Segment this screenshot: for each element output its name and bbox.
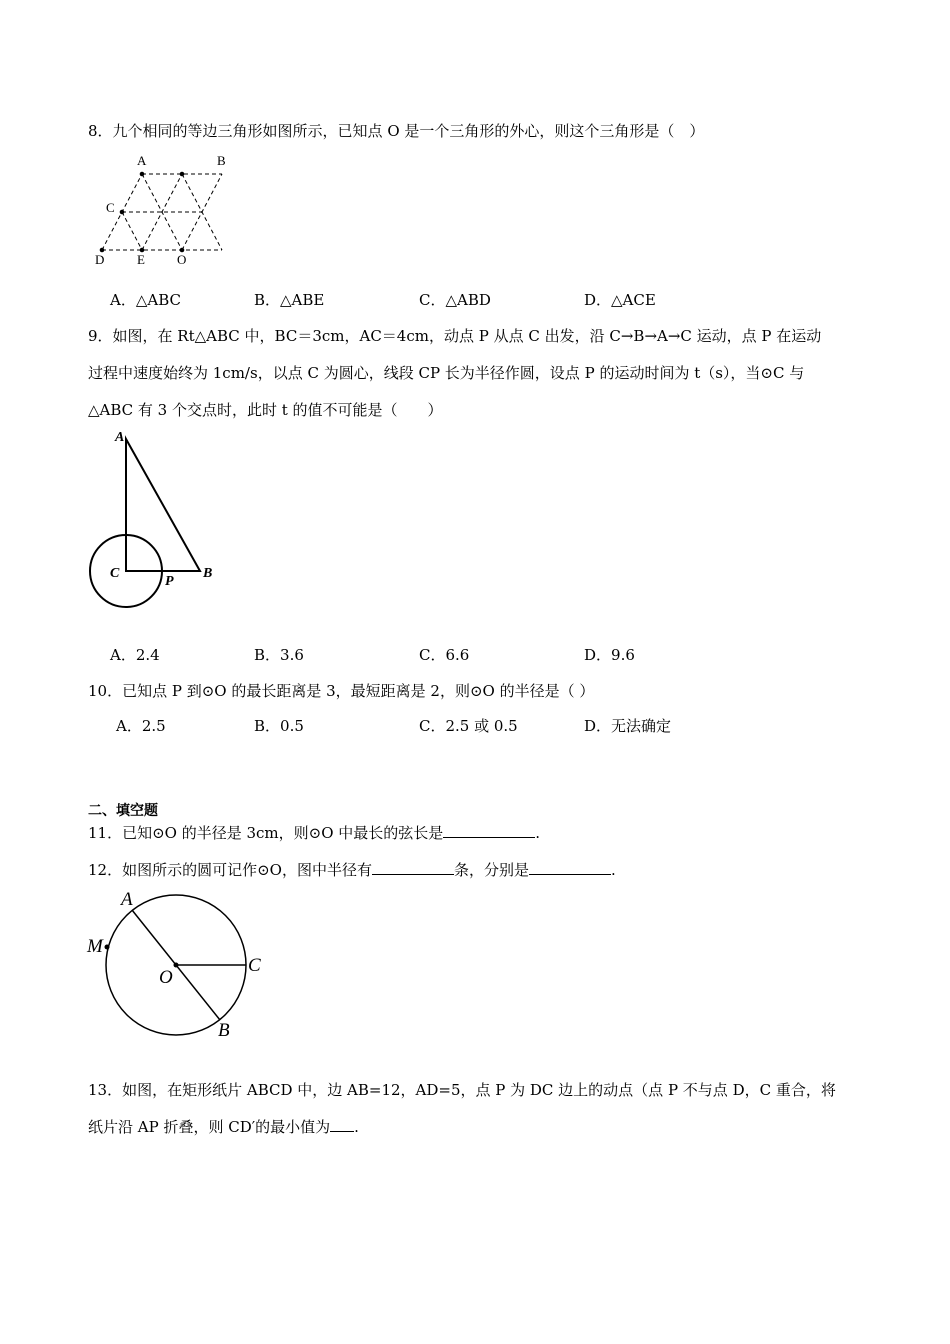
label-c: C	[110, 566, 120, 581]
q9-option-d[interactable]: D．9.6	[584, 646, 635, 664]
q10-option-b[interactable]: B．0.5	[254, 717, 304, 735]
label-m: M	[87, 936, 103, 957]
q12-middle-text: 条，分别是	[453, 861, 529, 879]
q8-option-c[interactable]: C．△ABD	[419, 291, 491, 309]
label-e: E	[137, 252, 145, 267]
q12-end: .	[610, 861, 616, 879]
label-p: P	[165, 574, 174, 589]
q10-text: 10．已知点 P 到⊙O 的最长距离是 3，最短距离是 2，则⊙O 的半径是（ ）	[88, 682, 595, 700]
q11-end: .	[535, 824, 541, 842]
center-o	[174, 963, 179, 968]
label-c: C	[248, 955, 261, 976]
q13-answer-blank[interactable]	[330, 1117, 354, 1132]
q12-line	[88, 859, 616, 880]
q12-text: 12．如图所示的圆可记作⊙O，图中半径有	[88, 861, 372, 879]
label-a: A	[115, 430, 125, 445]
q13-line-2	[88, 1116, 359, 1137]
point-b-mid	[180, 172, 185, 177]
section-2-title: 二、填空题	[88, 803, 158, 819]
q8-option-d[interactable]: D．△ACE	[584, 291, 656, 309]
label-b: B	[218, 1020, 230, 1041]
label-a: A	[137, 153, 147, 168]
q9-right-triangle-figure	[88, 425, 228, 615]
q9-option-c[interactable]: C．6.6	[419, 646, 470, 664]
q12-radii-blank[interactable]	[529, 860, 611, 875]
q9-option-b[interactable]: B．3.6	[254, 646, 304, 664]
q8-text: 8．九个相同的等边三角形如图所示，已知点 O 是一个三角形的外心，则这个三角形是（ ）	[88, 122, 705, 140]
q11-answer-blank[interactable]	[443, 823, 535, 838]
q8-triangle-grid-figure	[90, 152, 240, 267]
triangle-abc	[126, 439, 200, 571]
label-o: O	[177, 252, 187, 267]
q8-option-b[interactable]: B．△ABE	[254, 291, 325, 309]
label-a: A	[121, 889, 133, 910]
label-b: B	[217, 153, 226, 168]
label-o: O	[159, 967, 173, 988]
q9-line-3: △ABC 有 3 个交点时，此时 t 的值不可能是（ ）	[88, 401, 443, 419]
q8-option-a[interactable]: A．△ABC	[110, 291, 181, 309]
point-a	[140, 172, 145, 177]
q12-count-blank[interactable]	[372, 860, 454, 875]
q9-option-a[interactable]: A．2.4	[110, 646, 160, 664]
label-b: B	[203, 566, 213, 581]
label-d: D	[95, 252, 105, 267]
q10-option-a[interactable]: A．2.5	[116, 717, 166, 735]
q13-line-1: 13．如图，在矩形纸片 ABCD 中，边 AB=12，AD=5，点 P 为 DC 边上的动点（点 P 不与点 D，C 重合，将	[88, 1081, 836, 1099]
q13-text: 纸片沿 AP 折叠，则 CD′的最小值为	[88, 1118, 331, 1136]
q9-line-2: 过程中速度始终为 1cm/s，以点 C 为圆心，线段 CP 长为半径作圆，设点 P 的运动时间为 t（s），当⊙C 与	[88, 364, 805, 382]
q11-text: 11．已知⊙O 的半径是 3cm，则⊙O 中最长的弦长是	[88, 824, 444, 842]
q10-option-d[interactable]: D．无法确定	[584, 717, 672, 735]
point-m	[105, 945, 110, 950]
point-c	[120, 210, 125, 215]
label-c: C	[106, 200, 115, 215]
q10-option-c[interactable]: C．2.5 或 0.5	[419, 717, 518, 735]
q12-circle-figure	[84, 888, 284, 1043]
q11-line	[88, 822, 540, 843]
q13-end: .	[354, 1118, 359, 1136]
q9-line-1: 9．如图，在 Rt△ABC 中，BC＝3cm，AC＝4cm，动点 P 从点 C 出发，沿 C→B→A→C 运动，点 P 在运动	[88, 327, 822, 345]
